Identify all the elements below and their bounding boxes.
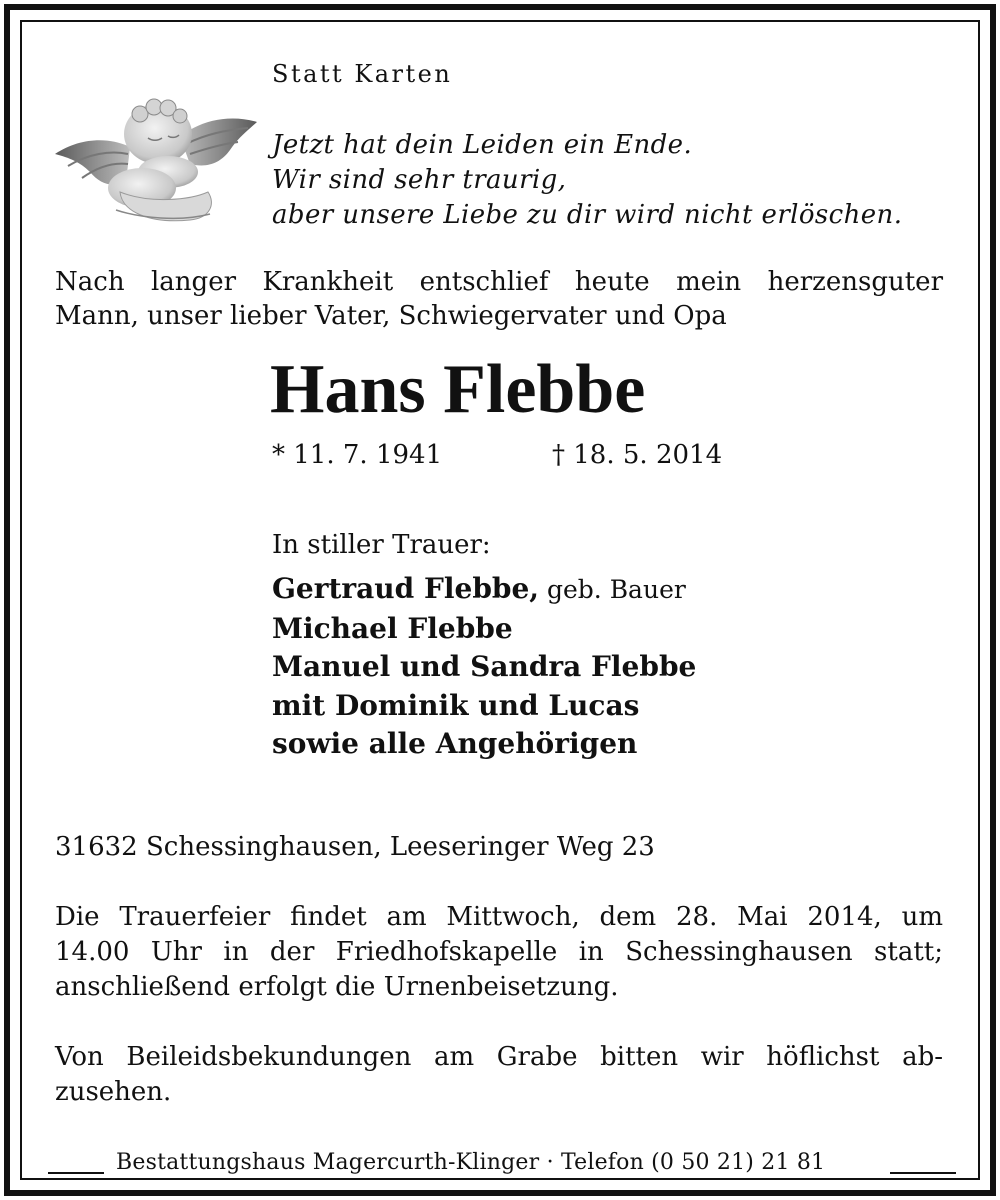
condolence-notice: [55, 1040, 943, 1110]
poem-line: Wir sind sehr traurig,: [272, 165, 567, 195]
deceased-name: Hans Flebbe: [270, 351, 646, 428]
condolence-line: Von Beileidsbekundungen am Grabe bitten wir höflichst ab-: [55, 1042, 943, 1072]
intro-line: Nach langer Krankheit entschlief heute mein herzensguter: [55, 267, 943, 297]
poem-line: aber unsere Liebe zu dir wird nicht erlöschen.: [272, 200, 903, 230]
mourning-label: In stiller Trauer:: [272, 530, 491, 560]
footer-undertaker: Bestattungshaus Magercurth-Klinger · Telefon (0 50 21) 21 81: [116, 1150, 826, 1175]
mourner-name: Gertraud Flebbe,: [272, 572, 540, 605]
mourner-line: Michael Flebbe: [272, 611, 513, 645]
footer-rule-left: [48, 1172, 104, 1174]
birth-date: * 11. 7. 1941: [272, 440, 443, 470]
mourners-list: [272, 570, 696, 764]
mourner-line: [272, 570, 696, 610]
ceremony-line: 14.00 Uhr in der Friedhofskapelle in Schessinghausen statt;: [55, 937, 943, 967]
mourner-line: mit Dominik und Lucas: [272, 688, 640, 722]
poem-verse: [272, 128, 902, 233]
intro-line: Mann, unser lieber Vater, Schwiegervater und Opa: [55, 301, 727, 331]
statt-karten-heading: Statt Karten: [272, 60, 453, 88]
intro-text: [55, 265, 943, 333]
maiden-name: geb. Bauer: [539, 575, 686, 604]
ceremony-notice: [55, 900, 943, 1005]
ceremony-line: anschließend erfolgt die Urnenbeisetzung.: [55, 972, 619, 1002]
condolence-line: zusehen.: [55, 1077, 172, 1107]
ceremony-line: Die Trauerfeier findet am Mittwoch, dem 28. Mai 2014, um: [55, 902, 943, 932]
mourner-line: Manuel und Sandra Flebbe: [272, 650, 697, 683]
poem-line: Jetzt hat dein Leiden ein Ende.: [272, 130, 693, 160]
angel-cherub-icon: [50, 92, 260, 232]
address: 31632 Schessinghausen, Leeseringer Weg 23: [55, 832, 655, 862]
footer-rule-right: [890, 1172, 956, 1174]
mourner-line: sowie alle Angehörigen: [272, 727, 638, 760]
death-date: † 18. 5. 2014: [552, 440, 723, 470]
